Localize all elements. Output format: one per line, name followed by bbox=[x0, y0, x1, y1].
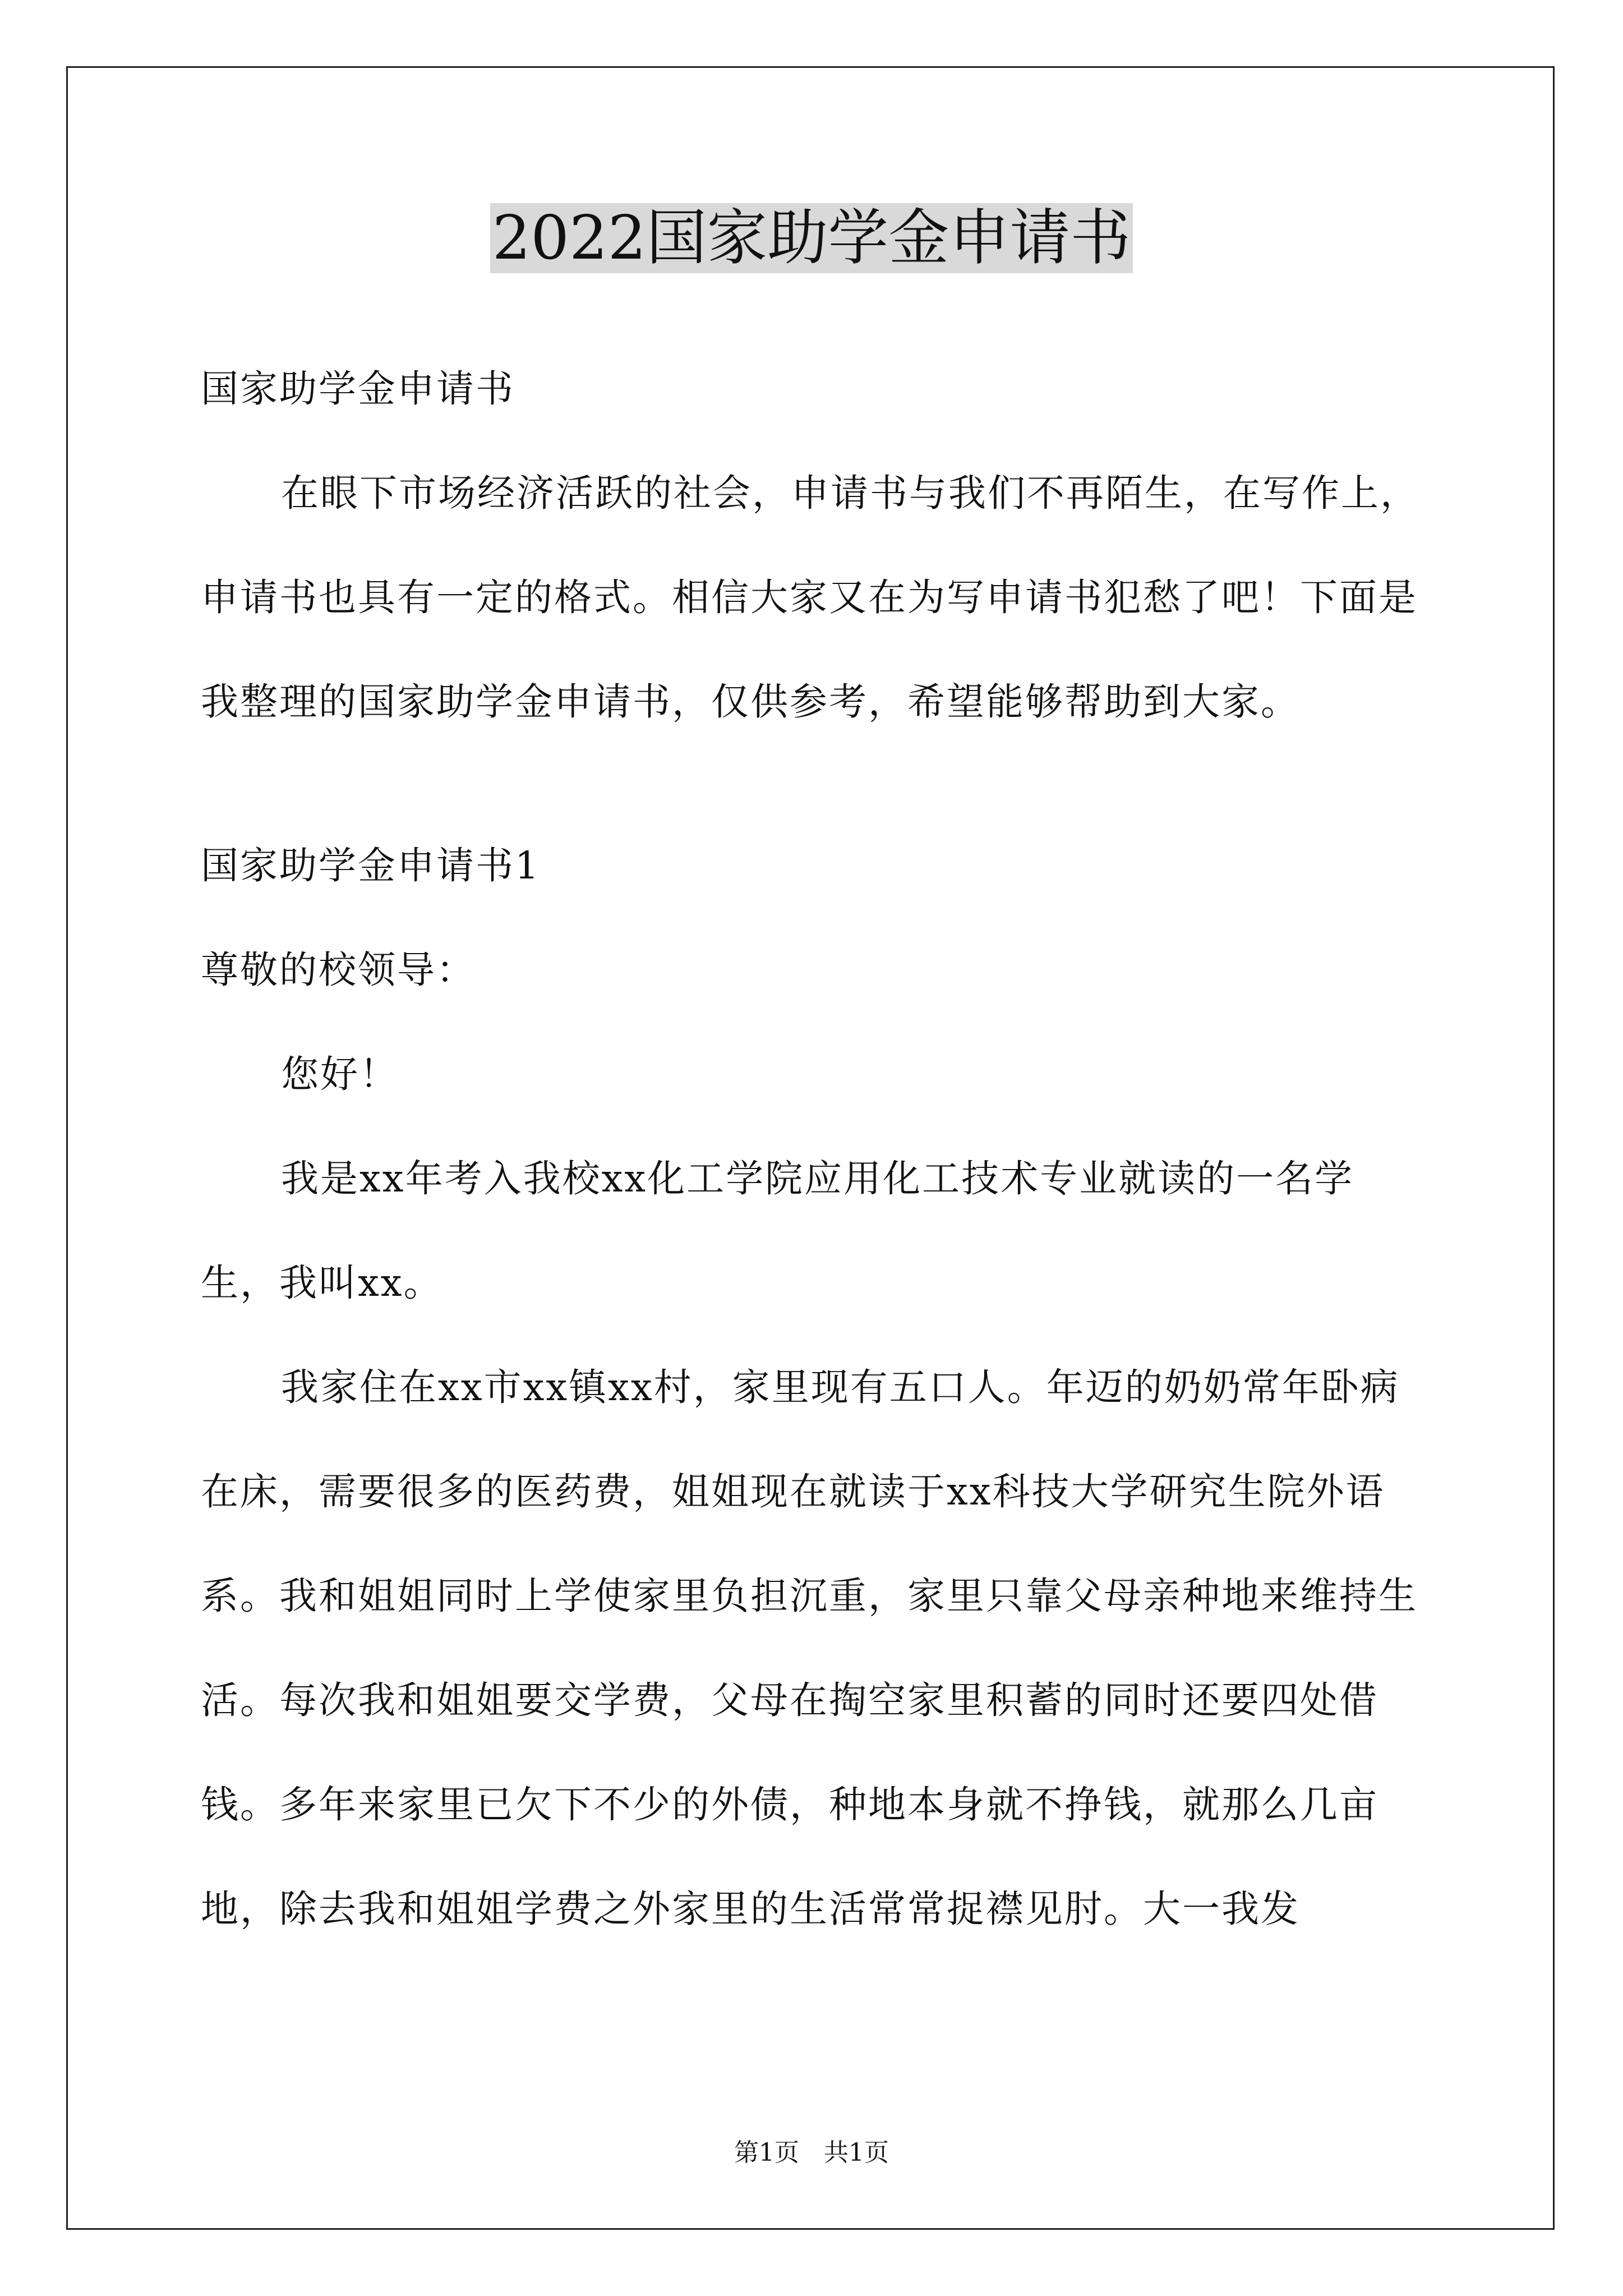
section-gap bbox=[201, 754, 1429, 813]
page-number: 第1页 共1页 bbox=[734, 2138, 889, 2167]
paragraph-heading: 国家助学金申请书 bbox=[201, 367, 515, 411]
document-title-text: 2022国家助学金申请书 bbox=[490, 203, 1133, 273]
document-body bbox=[201, 337, 1429, 1961]
paragraph-greeting: 您好！ bbox=[281, 1052, 399, 1096]
paragraph-section-title: 国家助学金申请书1 bbox=[201, 844, 541, 887]
paragraph-self-intro: 我是xx年考入我校xx化工学院应用化工技术专业就读的一名学生，我叫xx。 bbox=[201, 1157, 1354, 1305]
document-title bbox=[0, 196, 1623, 280]
paragraph-intro: 在眼下市场经济活跃的社会，申请书与我们不再陌生，在写作上，申请书也具有一定的格式。相信大家又在为写申请书犯愁了吧！下面是我整理的国家助学金申请书，仅供参考，希望能够帮助到大家。 bbox=[201, 471, 1419, 724]
paragraph-family: 我家住在xx市xx镇xx村，家里现有五口人。年迈的奶奶常年卧病在床，需要很多的医药费，姐姐现在就读于xx科技大学研究生院外语系。我和姐姐同时上学使家里负担沉重，家里只靠父母亲种地来维持生活。每次我和姐姐要交学费，父母在掏空家里积蓄的同时还要四处借钱。多年来家里已欠下不少的外债，种地本身就不挣钱，就那么几亩地，除去我和姐姐学费之外家里的生活常常捉襟见肘。大一我发 bbox=[201, 1365, 1418, 1931]
paragraph-salutation: 尊敬的校领导： bbox=[201, 948, 476, 992]
page-footer bbox=[0, 2136, 1623, 2170]
